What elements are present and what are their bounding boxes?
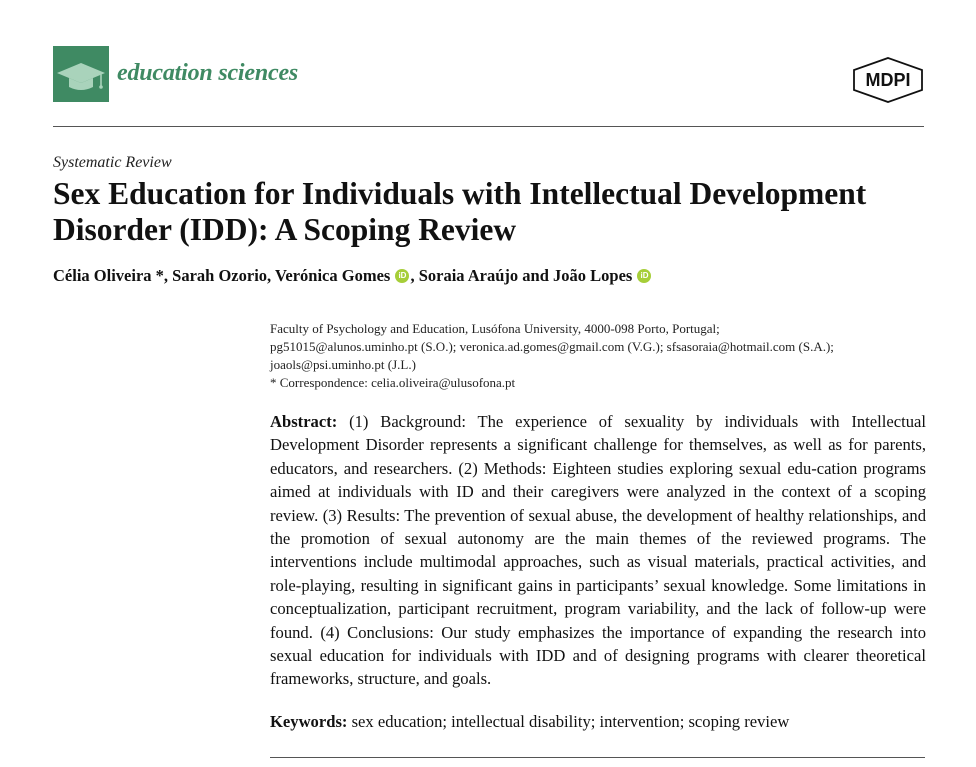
graduation-cap-icon: [53, 46, 109, 102]
author-separator: ,: [267, 266, 275, 285]
author-name[interactable]: Soraia Araújo: [418, 266, 519, 285]
mdpi-logo-icon: [852, 56, 924, 104]
author-separator: ,: [163, 266, 173, 285]
journal-logo: [53, 46, 109, 102]
author-separator: and: [518, 266, 554, 285]
article-title: Sex Education for Individuals with Intellectual Development Disorder (IDD): A Scoping Review: [53, 176, 867, 247]
author-separator: ,: [410, 266, 419, 285]
author-name[interactable]: Célia Oliveira *: [53, 266, 164, 285]
article-type: Systematic Review: [53, 154, 172, 171]
keywords-text: sex education; intellectual disability; intervention; scoping review: [351, 712, 790, 731]
affiliation-line: pg51015@alunos.uminho.pt (S.O.); veronica.ad.gomes@gmail.com (V.G.); sfsasoraia@hotmail.com (S.A.);: [270, 339, 834, 354]
author-list: [53, 266, 933, 286]
abstract: [270, 410, 926, 691]
publisher-logo[interactable]: [852, 56, 924, 104]
publisher-name: MDPI: [865, 70, 911, 90]
keywords: [270, 710, 926, 733]
keywords-label: Keywords:: [270, 712, 348, 731]
journal-name[interactable]: education sciences: [117, 60, 299, 86]
section-divider: [270, 757, 925, 758]
header-divider: [53, 126, 924, 127]
affiliation-line: Faculty of Psychology and Education, Lusófona University, 4000-098 Porto, Portugal;: [270, 321, 720, 336]
correspondence: * Correspondence: celia.oliveira@ulusofona.pt: [270, 375, 516, 390]
abstract-label: Abstract:: [270, 412, 338, 431]
author-name[interactable]: Sarah Ozorio: [172, 266, 268, 285]
affiliations: [270, 320, 930, 392]
affiliation-line: joaols@psi.uminho.pt (J.L.): [270, 357, 416, 372]
orcid-icon[interactable]: iD: [395, 269, 409, 283]
abstract-text: (1) Background: The experience of sexuality by individuals with Intellectual Development Disorder represents a significant challenge for themselves, as well as for parents, educators, and researchers. (2) Methods: Eighteen studies exploring sexual edu-cation programs aimed at individuals with ID and their caregivers were analyzed in the context of a scoping review. (3) Results: The prevention of sexual abuse, the development of healthy relationships, and the promotion of sexual autonomy are the main themes of the reviewed programs. The interventions include multimodal approaches, such as visual materials, practical activities, and role-playing, resulting in significant gains in participants’ sexual knowledge. Some limitations in conceptualization, participant recruitment, program variability, and the lack of follow-up were found. (4) Conclusions: Our study emphasizes the importance of expanding the research into sexual education for individuals with IDD and of designing programs with clearer theoretical frameworks, structure, and goals.: [270, 412, 926, 689]
author-name[interactable]: Verónica Gomes: [274, 266, 391, 285]
orcid-icon[interactable]: iD: [637, 269, 651, 283]
author-name[interactable]: João Lopes: [553, 266, 633, 285]
